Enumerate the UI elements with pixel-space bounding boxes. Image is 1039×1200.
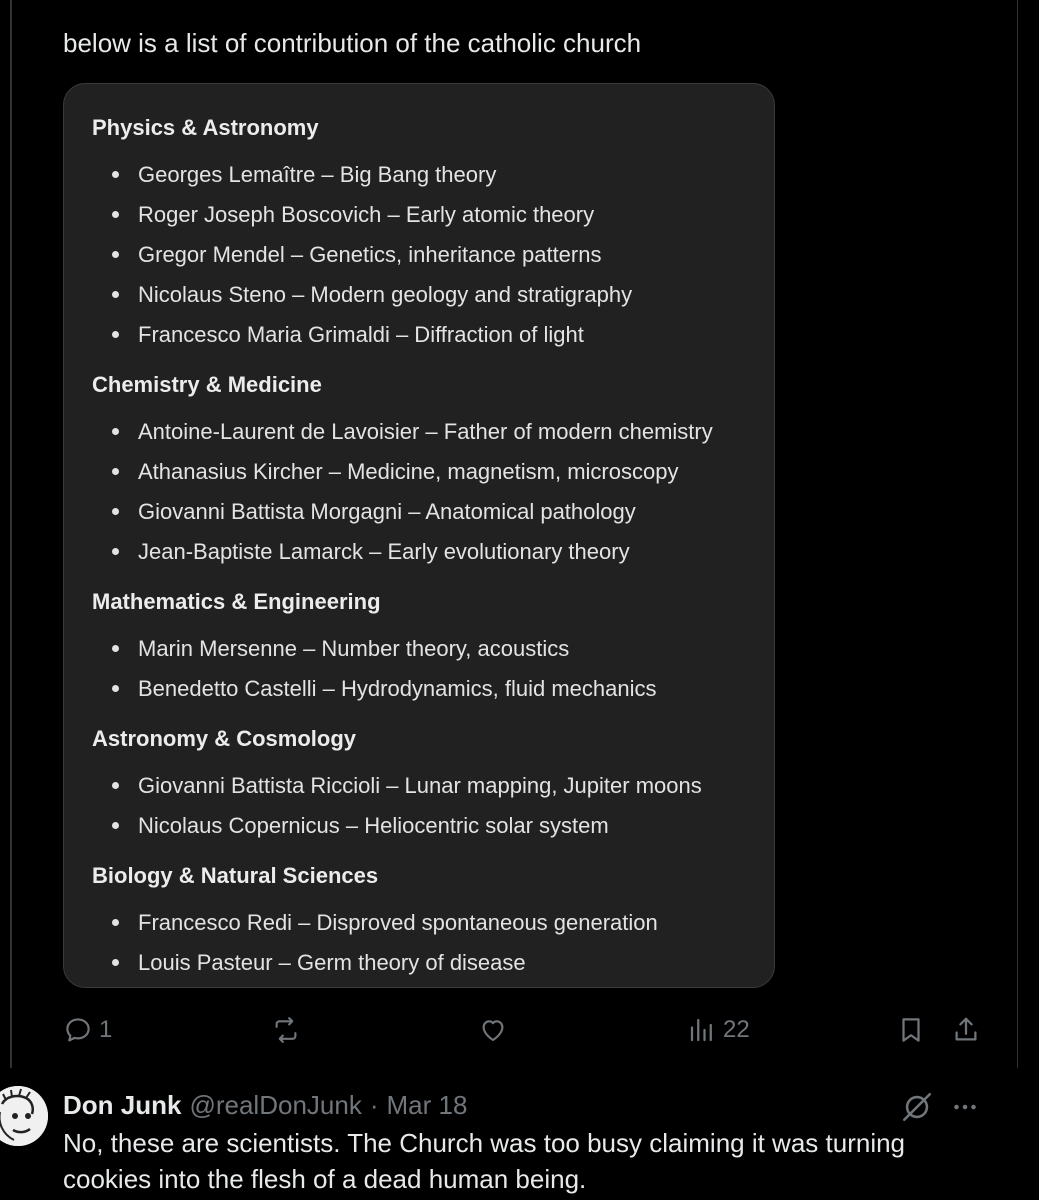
list-item-text: Athanasius Kircher – Medicine, magnetism, microscopy <box>138 459 679 484</box>
bullet-dot <box>112 548 119 555</box>
tweet-action-bar <box>63 1008 983 1052</box>
section-physics-astronomy <box>92 113 632 355</box>
bullet-dot <box>112 645 119 652</box>
list-item <box>92 412 713 452</box>
grok-icon[interactable] <box>900 1090 934 1124</box>
repost-button[interactable] <box>271 1008 301 1052</box>
avatar-drawing-icon <box>0 1086 48 1146</box>
section-title: Physics & Astronomy <box>92 115 319 140</box>
list-item-text: Georges Lemaître – Big Bang theory <box>138 162 497 187</box>
reply-tweet[interactable] <box>0 1068 1039 1200</box>
list-item-text: Jean-Baptiste Lamarck – Early evolutionary theory <box>138 539 630 564</box>
like-button[interactable] <box>478 1008 508 1052</box>
bullet-dot <box>112 468 119 475</box>
share-button[interactable] <box>951 1008 981 1052</box>
list-item-text: Antoine-Laurent de Lavoisier – Father of modern chemistry <box>138 419 713 444</box>
attached-image-card[interactable] <box>63 83 775 988</box>
section-title: Chemistry & Medicine <box>92 372 322 397</box>
avatar[interactable] <box>0 1086 48 1146</box>
bullet-dot <box>112 685 119 692</box>
list-item <box>92 532 713 572</box>
analytics-icon <box>687 1015 717 1045</box>
section-biology-natural-sciences <box>92 861 658 983</box>
list-item-text: Nicolaus Steno – Modern geology and stratigraphy <box>138 282 633 307</box>
section-title: Mathematics & Engineering <box>92 589 381 614</box>
views-button[interactable] <box>687 1008 750 1052</box>
bullet-dot <box>112 508 119 515</box>
reply-icon <box>63 1015 93 1045</box>
list-item <box>92 943 658 983</box>
views-count: 22 <box>723 1016 750 1043</box>
reply-text: No, these are scientists. The Church was too busy claiming it was turning cookies into the flesh of a dead human being. <box>63 1128 906 1194</box>
list-item-text: Francesco Redi – Disproved spontaneous generation <box>138 910 658 935</box>
bullet-dot <box>112 782 119 789</box>
list-item <box>92 903 658 943</box>
bullet-dot <box>112 211 119 218</box>
author-name[interactable]: Don Junk <box>63 1089 182 1120</box>
bullet-dot <box>112 331 119 338</box>
list-item <box>92 315 632 355</box>
list-item-text: Giovanni Battista Riccioli – Lunar mapping, Jupiter moons <box>138 773 702 798</box>
author-handle[interactable]: @realDonJunk <box>189 1089 362 1120</box>
list-item-text: Giovanni Battista Morgagni – Anatomical pathology <box>138 499 636 524</box>
list-item-text: Benedetto Castelli – Hydrodynamics, fluid mechanics <box>138 676 657 701</box>
list-item <box>92 275 632 315</box>
list-item-text: Francesco Maria Grimaldi – Diffraction of light <box>138 322 584 347</box>
thread-line <box>10 0 12 1068</box>
list-item <box>92 766 702 806</box>
bookmark-icon <box>896 1015 926 1045</box>
share-icon <box>951 1015 981 1045</box>
section-title: Biology & Natural Sciences <box>92 863 379 888</box>
reply-count: 1 <box>99 1016 113 1043</box>
bullet-dot <box>112 822 119 829</box>
list-item-text: Louis Pasteur – Germ theory of disease <box>138 950 526 975</box>
bullet-dot <box>112 959 119 966</box>
more-options-icon[interactable] <box>948 1090 982 1124</box>
reply-header <box>63 1088 467 1122</box>
list-item <box>92 629 656 669</box>
bookmark-button[interactable] <box>896 1008 926 1052</box>
list-item <box>92 235 632 275</box>
list-item-text: Marin Mersenne – Number theory, acoustics <box>138 636 570 661</box>
list-item <box>92 195 632 235</box>
list-item <box>92 669 656 709</box>
reply-button[interactable] <box>63 1008 112 1052</box>
list-item <box>92 452 713 492</box>
column-divider <box>1017 0 1018 1068</box>
bullet-dot <box>112 919 119 926</box>
tweet-text: below is a list of contribution of the catholic church <box>63 28 642 58</box>
section-mathematics-engineering <box>92 587 656 709</box>
bullet-dot <box>112 428 119 435</box>
section-title: Astronomy & Cosmology <box>92 726 357 751</box>
list-item <box>92 155 632 195</box>
heart-icon <box>478 1015 508 1045</box>
list-item <box>92 492 713 532</box>
list-item-text: Nicolaus Copernicus – Heliocentric solar system <box>138 813 609 838</box>
post-date[interactable]: Mar 18 <box>386 1089 468 1120</box>
section-astronomy-cosmology <box>92 724 702 846</box>
repost-icon <box>271 1015 301 1045</box>
list-item-text: Gregor Mendel – Genetics, inheritance patterns <box>138 242 602 267</box>
list-item <box>92 806 702 846</box>
bullet-dot <box>112 291 119 298</box>
section-chemistry-medicine <box>92 370 713 572</box>
bullet-dot <box>112 251 119 258</box>
list-item-text: Roger Joseph Boscovich – Early atomic theory <box>138 202 595 227</box>
bullet-dot <box>112 171 119 178</box>
separator-dot: · <box>369 1089 379 1120</box>
